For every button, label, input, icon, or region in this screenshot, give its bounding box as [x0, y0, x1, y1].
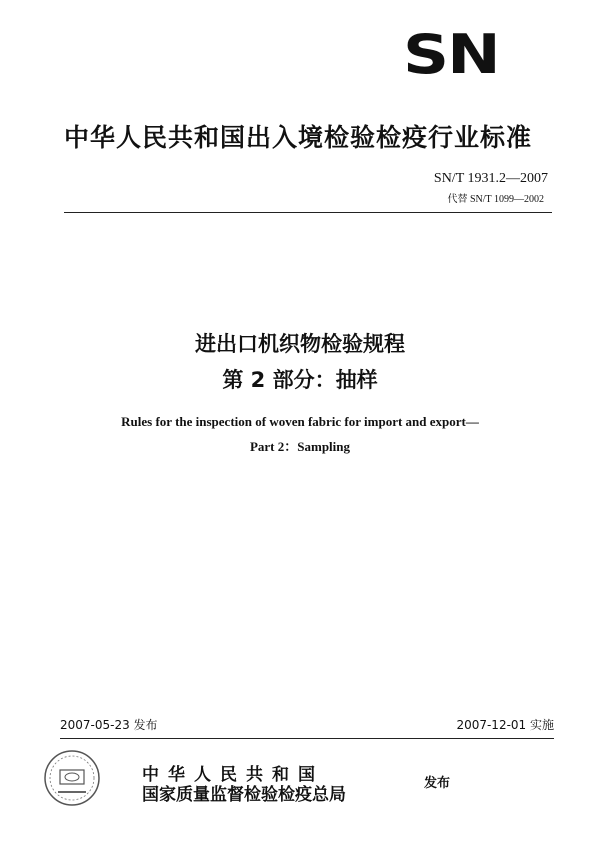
sn-logo: SN: [403, 23, 499, 87]
issue-date: 2007-05-23 发布: [60, 718, 158, 732]
publish-label: 发布: [424, 776, 451, 791]
issuer-country: 中华人民共和国: [142, 765, 324, 785]
header-divider: [64, 212, 552, 213]
standard-number: SN/T 1931.2—2007: [433, 171, 548, 186]
issuer-agency: 国家质量监督检验检疫总局: [142, 785, 346, 805]
chinese-title-line2: 第 2 部分：抽样: [222, 368, 378, 392]
replaces-standard: 代替 SN/T 1099—2002: [447, 194, 544, 205]
footer-divider: [60, 738, 554, 739]
english-title-line1: Rules for the inspection of woven fabric for import and export—: [121, 414, 479, 429]
implementation-date: 2007-12-01 实施: [456, 718, 554, 732]
english-title-line2: Part 2：Sampling: [249, 439, 351, 454]
official-seal-icon: [42, 748, 102, 808]
industry-standard-title: 中华人民共和国出入境检验检疫行业标准: [64, 123, 533, 152]
chinese-title-line1: 进出口机织物检验规程: [195, 332, 405, 356]
